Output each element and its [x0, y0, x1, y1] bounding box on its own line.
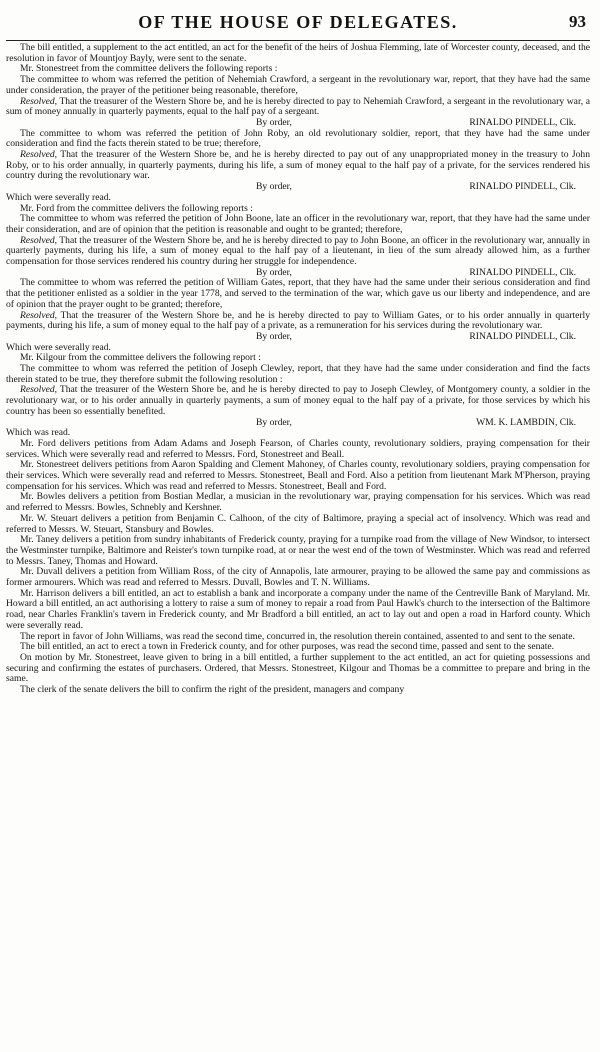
paragraph-text: Mr. Ford from the committee delivers the following reports : [20, 202, 253, 214]
by-order-label: By order, [256, 181, 292, 193]
paragraph-text: The bill entitled, a supplement to the act entitled, an act for the benefit of the heirs of Joshua Flemming, late of Worcester county, deceased, and the resolution in favor of Mountjoy Bayly, were sent to the senate. [6, 42, 590, 64]
paragraph-text: That the treasurer of the Western Shore be, and he is hereby directed to pay to Nehemiah Crawford, a sergeant in the revolutionary war, a sum of money annually in quarterly payments, equal to the half pay of a sergeant. [6, 95, 590, 118]
paragraph-text: That the treasurer of the Western Shore be, and he is hereby directed to pay to Joseph Clewley, of Montgomery county, a soldier in the revolutionary war, or to his order annually in quarterly payments, a sum of money equal to the half pay of a private, for those services by which his country has been so essentially benefited. [6, 384, 590, 417]
journal-paragraph [6, 567, 590, 588]
paragraph-text: That the treasurer of the Western Shore be, and he is hereby directed to pay out of any unappropriated money in the treasury to John Roby, or to his order annually, in quarterly payments, during his life, a sum of money equal to the half pay of a private, for the services rendered his country during the revolutionary war. [6, 149, 590, 182]
journal-paragraph [6, 460, 590, 492]
journal-paragraph [6, 75, 590, 96]
resolution-paragraph [6, 150, 590, 182]
paragraph-text: The bill entitled, an act to erect a town in Frederick county, and for other purposes, was read the second time, passed and sent to the senate. [20, 641, 555, 653]
journal-paragraph [6, 653, 590, 685]
by-order-label: By order, [256, 416, 292, 428]
paragraph-text: Mr. W. Steuart delivers a petition from Benjamin C. Calhoon, of the city of Baltimore, praying a special act of insolvency. Which was read and referred to Messrs. W. Steuart, Stansbury and Bowles. [6, 512, 590, 535]
paragraph-text: Which were severally read. [6, 191, 111, 203]
paragraph-text: Mr. Kilgour from the committee delivers the following report : [20, 352, 261, 364]
clerk-name: RINALDO PINDELL, Clk. [469, 181, 576, 193]
resolution-paragraph [6, 97, 590, 118]
journal-paragraph [6, 589, 590, 632]
paragraph-text: On motion by Mr. Stonestreet, leave given to bring in a bill entitled, a further supplement to the act entitled, an act for quieting possessions and securing and confirming the estates of purchasers. Ordered, that Messrs. Stonestreet, Kilgour and Thomas be a committee to prepare and bring in the same. [6, 652, 590, 685]
paragraph-text: Mr. Taney delivers a petition from sundry inhabitants of Frederick county, praying for a turnpike road from the village of New Windsor, to intersect the Westminster turnpike, Baltimore and Reister's town turnpike road, at or near the west end of the town of Westminster. Which was read and referred to Messrs. Taney, Thomas and Howard. [6, 534, 590, 567]
resolution-paragraph [6, 311, 590, 332]
resolved-lead: Resolved, [20, 384, 58, 396]
paragraph-text: The committee to whom was referred the petition of John Roby, an old revolutionary soldier, report, that they have had the same under consideration and find the facts therein stated to be true; therefore, [6, 127, 590, 150]
paragraph-text: The committee to whom was referred the petition of Joseph Clewley, report, that they have had the same under consideration and find the facts therein stated to be true, they therefore submit the following resolution : [6, 363, 590, 385]
resolved-lead: Resolved, [20, 149, 58, 161]
signature-line [6, 268, 590, 279]
paragraph-text: Mr. Bowles delivers a petition from Bostian Medlar, a musician in the revolutionary war, praying compensation for his services. Which was read and referred to Messrs. Bowles, Schnebly and Kershner. [6, 491, 590, 514]
journal-paragraph [6, 129, 590, 150]
journal-paragraph [6, 364, 590, 385]
signature-line [6, 182, 590, 193]
paragraph-text: Mr. Duvall delivers a petition from William Ross, of the city of Annapolis, late armourer, praying to be allowed the same pay and commissions as former armourers. Which was read and referred to Messrs. Duvall, Bowles and T. N. Williams. [6, 566, 590, 589]
paragraph-text: The committee to whom was referred the petition of John Boone, late an officer in the revolutionary war, report, that they have had the same under their consideration, and are of opinion that the petition is reasonable and ought to be granted; therefore, [6, 213, 590, 235]
signature-line [6, 418, 590, 429]
journal-paragraph [6, 439, 590, 460]
paragraph-text: That the treasurer of the Western Shore be, and he is hereby directed to pay to John Boone, an officer in the revolutionary war, annually in quarterly payments, during his life, a sum of money equal to the half pay of a lieutenant, in lieu of the sum already allowed him, as a further compensation for those services rendered his country during her struggle for independence. [6, 234, 590, 268]
clerk-name: WM. K. LAMBDIN, Clk. [476, 416, 576, 428]
paragraph-text: The committee to whom was referred the petition of William Gates, report, that they have had the same under their serious consideration and find that the petitioner enlisted as a soldier in the year 1778, and served to the termination of the war, which gave us our liberty and independence, and are of opinion that the prayer ought to be granted; therefore, [6, 277, 590, 310]
paragraph-text: Mr. Stonestreet delivers petitions from Aaron Spalding and Clement Mahoney, of Charles county, revolutionary soldiers, praying compensation for their services. Which were severally read and referred to Messrs. Stonestreet, Beall and Ford. Also a petition from lieutenant Mark M'Pherson, praying compensation for his services. Which was read and referred to Messrs. Stonestreet, Beall and Ford. [6, 459, 590, 492]
by-order-label: By order, [256, 116, 292, 128]
clerk-name: RINALDO PINDELL, Clk. [469, 266, 576, 278]
page-number: 93 [569, 12, 586, 31]
journal-body [6, 43, 590, 696]
paragraph-text: The report in favor of John Williams, was read the second time, concurred in, the resolution therein contained, assented to and sent to the senate. [20, 630, 575, 642]
signature-line [6, 332, 590, 343]
clerk-name: RINALDO PINDELL, Clk. [469, 116, 576, 128]
paragraph-text: Which was read. [6, 427, 71, 439]
resolution-paragraph [6, 236, 590, 268]
page-header [6, 6, 590, 32]
journal-paragraph [6, 214, 590, 235]
by-order-label: By order, [256, 266, 292, 278]
resolved-lead: Resolved, [20, 234, 58, 246]
resolved-lead: Resolved, [20, 309, 58, 321]
journal-paragraph [6, 514, 590, 535]
journal-paragraph [6, 43, 590, 64]
journal-paragraph [6, 278, 590, 310]
header-rule [6, 40, 590, 41]
paragraph-text: That the treasurer of the Western Shore be, and he is hereby directed to pay to William Gates, or to his order annually in quarterly payments, during his life, a sum of money equal to the half pay of a private, as a remuneration for his services during the revolutionary war. [6, 309, 591, 332]
resolution-paragraph [6, 385, 590, 417]
clerk-name: RINALDO PINDELL, Clk. [469, 330, 576, 342]
paragraph-text: The committee to whom was referred the petition of Nehemiah Crawford, a sergeant in the revolutionary war, report, that they have had the same under consideration, the prayer of the petitioner being reasonable, therefore, [6, 74, 590, 96]
page-title: OF THE HOUSE OF DELEGATES. [138, 12, 458, 32]
by-order-label: By order, [256, 330, 292, 342]
paragraph-text: Mr. Stonestreet from the committee delivers the following reports : [20, 63, 278, 75]
journal-paragraph [6, 492, 590, 513]
paragraph-text: Mr. Ford delivers petitions from Adam Adams and Joseph Fearson, of Charles county, revolutionary soldiers, praying compensation for their services. Which were severally read and referred to Messrs. Ford, Stonestreet and Beall. [6, 437, 590, 460]
paragraph-text: Which were severally read. [6, 341, 111, 353]
paragraph-text: The clerk of the senate delivers the bill to confirm the right of the president, managers and company [20, 684, 405, 696]
paragraph-text: Mr. Harrison delivers a bill entitled, an act to establish a bank and incorporate a company under the name of the Centreville Bank of Maryland. Mr. Howard a bill entitled, an act authorising a lottery to raise a sum of money to repair a road from Paul Hawk's church to the intersection of the Baltimore road, near Charles Franklin's tavern in Frederick county, and Mr Bradford a bill entitled, an act to lay out and open a road in Harford county. Which were severally read. [6, 587, 590, 631]
resolved-lead: Resolved, [20, 95, 58, 107]
journal-paragraph [6, 535, 590, 567]
journal-paragraph [6, 685, 590, 696]
signature-line [6, 118, 590, 129]
